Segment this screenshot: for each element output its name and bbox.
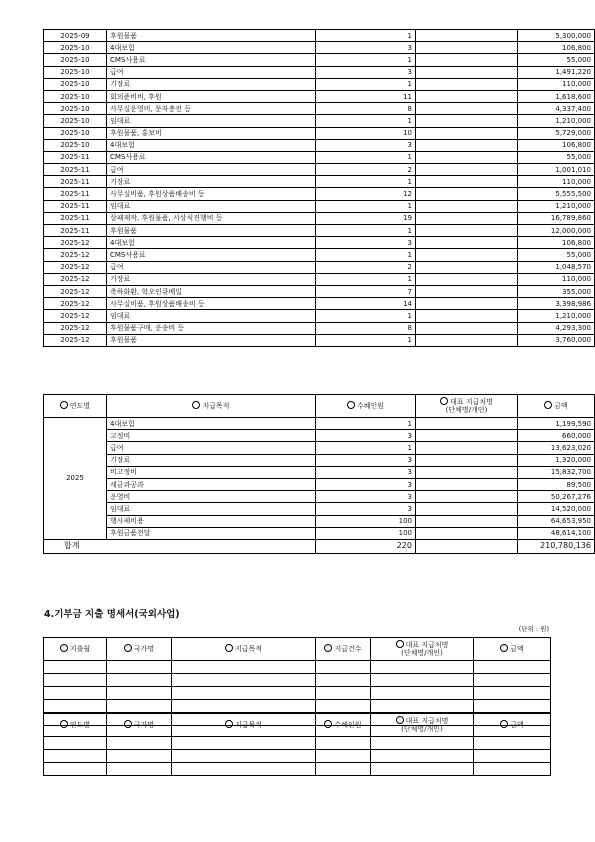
period-cell: 2025-11	[44, 212, 107, 224]
total-row	[44, 539, 595, 553]
amount-cell: 110,000	[518, 273, 595, 285]
count-cell: 2	[316, 164, 416, 176]
amount-cell: 5,555,500	[518, 188, 595, 200]
count-cell: 1	[316, 249, 416, 261]
amount-cell: 13,623,020	[518, 442, 595, 454]
table-row	[44, 54, 595, 66]
purpose-cell: 기장료	[107, 454, 316, 466]
payee-cell	[416, 430, 518, 442]
period-cell: 2025-10	[44, 115, 107, 127]
count-cell: 2	[316, 261, 416, 273]
period-cell: 2025-12	[44, 261, 107, 273]
period-cell: 2025-10	[44, 54, 107, 66]
amount-cell: 110,000	[518, 78, 595, 90]
circle-bullet-icon	[60, 401, 68, 409]
table-row	[44, 322, 595, 334]
header-beneficiaries: 수혜인원	[316, 395, 416, 418]
circle-bullet-icon	[324, 720, 332, 728]
period-cell: 2025-12	[44, 273, 107, 285]
period-cell: 2025-10	[44, 42, 107, 54]
purpose-cell: 상패제작, 후원물품, 시상식진행비 등	[107, 212, 316, 224]
payee-cell	[416, 200, 518, 212]
table-row	[44, 30, 595, 42]
purpose-cell: 고정비	[107, 430, 316, 442]
payee-cell	[416, 78, 518, 90]
count-cell: 1	[316, 442, 416, 454]
purpose-cell: 운영비	[107, 491, 316, 503]
count-cell: 3	[316, 139, 416, 151]
count-cell: 12	[316, 188, 416, 200]
circle-bullet-icon	[500, 720, 508, 728]
header-amount: 금액	[518, 395, 595, 418]
count-cell: 1	[316, 310, 416, 322]
empty-row	[44, 750, 551, 763]
payee-cell	[416, 127, 518, 139]
purpose-cell: 후원물품	[107, 30, 316, 42]
header-payee: 대표 지급처명 (단체명/개인)	[371, 714, 474, 737]
purpose-cell: 세금과공과	[107, 478, 316, 490]
period-cell: 2025-12	[44, 322, 107, 334]
period-cell: 2025-11	[44, 176, 107, 188]
empty-row	[44, 700, 551, 713]
circle-bullet-icon	[225, 720, 233, 728]
table-row	[44, 285, 595, 297]
amount-cell: 355,000	[518, 285, 595, 297]
header-country: 국가명	[107, 714, 172, 737]
count-cell: 3	[316, 42, 416, 54]
purpose-cell: 4대보험	[107, 418, 316, 430]
count-cell: 3	[316, 430, 416, 442]
amount-cell: 1,210,000	[518, 115, 595, 127]
count-cell: 11	[316, 90, 416, 102]
purpose-cell: CMS사용료	[107, 249, 316, 261]
amount-cell: 110,000	[518, 176, 595, 188]
count-cell: 1	[316, 30, 416, 42]
amount-cell: 55,000	[518, 54, 595, 66]
table-row	[44, 503, 595, 515]
purpose-cell: 후원물품	[107, 225, 316, 237]
purpose-cell: 후원물품구매, 운송비 등	[107, 322, 316, 334]
circle-bullet-icon	[500, 644, 508, 652]
amount-cell: 55,000	[518, 151, 595, 163]
table-row	[44, 139, 595, 151]
count-cell: 1	[316, 334, 416, 346]
circle-bullet-icon	[440, 397, 448, 405]
header-amount: 금액	[474, 714, 551, 737]
purpose-cell: 임대료	[107, 115, 316, 127]
period-cell: 2025-12	[44, 249, 107, 261]
circle-bullet-icon	[60, 720, 68, 728]
period-cell: 2025-10	[44, 90, 107, 102]
payee-cell	[416, 503, 518, 515]
period-cell: 2025-10	[44, 127, 107, 139]
period-cell: 2025-10	[44, 103, 107, 115]
table-row	[44, 298, 595, 310]
count-cell: 10	[316, 127, 416, 139]
payee-cell	[416, 66, 518, 78]
count-cell: 14	[316, 298, 416, 310]
table-row	[44, 466, 595, 478]
count-cell: 1	[316, 54, 416, 66]
purpose-cell: 비고정비	[107, 466, 316, 478]
table-row	[44, 527, 595, 539]
purpose-cell: 급여	[107, 164, 316, 176]
header-year: 연도별	[44, 714, 107, 737]
payee-cell	[416, 478, 518, 490]
count-cell: 1	[316, 115, 416, 127]
circle-bullet-icon	[124, 644, 132, 652]
amount-cell: 1,491,220	[518, 66, 595, 78]
count-cell: 3	[316, 491, 416, 503]
purpose-cell: 임대료	[107, 503, 316, 515]
header-payee: 대표 지급처명 (단체명/개인)	[416, 395, 518, 418]
count-cell: 19	[316, 212, 416, 224]
table-row	[44, 103, 595, 115]
amount-cell: 89,500	[518, 478, 595, 490]
table-row	[44, 127, 595, 139]
period-cell: 2025-10	[44, 78, 107, 90]
section-4-title: 4.기부금 지출 명세서(국외사업)	[44, 609, 180, 620]
purpose-cell: 축하화환, 학오인큐베일	[107, 285, 316, 297]
purpose-cell: 4대보험	[107, 139, 316, 151]
payee-cell	[416, 164, 518, 176]
purpose-cell: 기장료	[107, 273, 316, 285]
purpose-cell: 기장료	[107, 176, 316, 188]
amount-cell: 1,210,000	[518, 310, 595, 322]
payee-cell	[416, 90, 518, 102]
purpose-cell: 4대보험	[107, 237, 316, 249]
year-cell: 2025	[44, 418, 107, 540]
empty-row	[44, 674, 551, 687]
empty-row	[44, 737, 551, 750]
count-cell: 3	[316, 454, 416, 466]
purpose-cell: CMS사용료	[107, 54, 316, 66]
amount-cell: 106,800	[518, 139, 595, 151]
period-cell: 2025-11	[44, 188, 107, 200]
payee-cell	[416, 466, 518, 478]
amount-cell: 3,760,000	[518, 334, 595, 346]
table-row	[44, 151, 595, 163]
period-cell: 2025-12	[44, 310, 107, 322]
header-purpose: 지급목적	[107, 395, 316, 418]
table-row	[44, 418, 595, 430]
circle-bullet-icon	[347, 401, 355, 409]
amount-cell: 55,000	[518, 249, 595, 261]
payee-cell	[416, 454, 518, 466]
header-country: 국가명	[107, 638, 172, 661]
purpose-cell: 급여	[107, 66, 316, 78]
table-row	[44, 430, 595, 442]
payee-cell	[416, 54, 518, 66]
count-cell: 3	[316, 466, 416, 478]
payee-cell	[416, 30, 518, 42]
payee-cell	[416, 418, 518, 430]
circle-bullet-icon	[324, 644, 332, 652]
purpose-cell: 후원물품	[107, 334, 316, 346]
header-purpose: 지급목적	[172, 638, 316, 661]
purpose-cell: 급여	[107, 261, 316, 273]
amount-cell: 1,001,010	[518, 164, 595, 176]
table-row	[44, 515, 595, 527]
purpose-cell: 사무실비품, 후원상품배송비 등	[107, 298, 316, 310]
purpose-cell: 사무실비품, 후원상품배송비 등	[107, 188, 316, 200]
period-cell: 2025-12	[44, 298, 107, 310]
count-cell: 1	[316, 200, 416, 212]
count-cell: 1	[316, 418, 416, 430]
table-row	[44, 78, 595, 90]
circle-bullet-icon	[544, 401, 552, 409]
purpose-cell: CMS사용료	[107, 151, 316, 163]
table-row	[44, 42, 595, 54]
amount-cell: 4,337,400	[518, 103, 595, 115]
header-month: 지출월	[44, 638, 107, 661]
amount-cell: 12,000,000	[518, 225, 595, 237]
payee-cell	[416, 273, 518, 285]
table-row	[44, 478, 595, 490]
payee-cell	[416, 322, 518, 334]
count-cell: 8	[316, 322, 416, 334]
table-row	[44, 176, 595, 188]
amount-cell: 1,199,590	[518, 418, 595, 430]
amount-cell: 1,210,000	[518, 200, 595, 212]
header-year: 연도별	[44, 395, 107, 418]
empty-row	[44, 763, 551, 776]
payee-cell	[416, 249, 518, 261]
payee-cell	[416, 42, 518, 54]
payee-cell	[416, 188, 518, 200]
table-row	[44, 442, 595, 454]
payee-cell	[416, 298, 518, 310]
count-cell: 100	[316, 515, 416, 527]
table-row	[44, 310, 595, 322]
count-cell: 1	[316, 78, 416, 90]
payee-cell	[416, 442, 518, 454]
payee-cell	[416, 334, 518, 346]
amount-cell: 50,267,276	[518, 491, 595, 503]
table-row	[44, 249, 595, 261]
circle-bullet-icon	[60, 644, 68, 652]
circle-bullet-icon	[192, 401, 200, 409]
period-cell: 2025-11	[44, 151, 107, 163]
table-row	[44, 212, 595, 224]
empty-row	[44, 687, 551, 700]
count-cell: 7	[316, 285, 416, 297]
purpose-cell: 급여	[107, 442, 316, 454]
count-cell: 3	[316, 503, 416, 515]
amount-cell: 4,293,300	[518, 322, 595, 334]
payee-cell	[416, 515, 518, 527]
purpose-cell: 행사제비용	[107, 515, 316, 527]
period-cell: 2025-10	[44, 139, 107, 151]
summary-header-row	[44, 395, 595, 418]
amount-cell: 106,800	[518, 237, 595, 249]
purpose-cell: 기장료	[107, 78, 316, 90]
empty-row	[44, 661, 551, 674]
payee-cell	[416, 539, 518, 553]
payee-cell	[416, 527, 518, 539]
payee-cell	[416, 261, 518, 273]
header-purpose: 지급목적	[172, 714, 316, 737]
purpose-cell: 임대료	[107, 310, 316, 322]
count-cell: 1	[316, 151, 416, 163]
circle-bullet-icon	[396, 716, 404, 724]
count-cell: 1	[316, 176, 416, 188]
count-cell: 100	[316, 527, 416, 539]
purpose-cell: 임대료	[107, 200, 316, 212]
header-amount: 금액	[474, 638, 551, 661]
amount-cell: 14,520,000	[518, 503, 595, 515]
payee-cell	[416, 310, 518, 322]
count-cell: 1	[316, 225, 416, 237]
table-row	[44, 225, 595, 237]
period-cell: 2025-10	[44, 66, 107, 78]
purpose-cell: 사무실운영비, 문자충전 등	[107, 103, 316, 115]
overseas-header-row	[44, 638, 551, 661]
purpose-cell: 후원금품전달	[107, 527, 316, 539]
payee-cell	[416, 212, 518, 224]
amount-cell: 660,000	[518, 430, 595, 442]
amount-cell: 48,614,100	[518, 527, 595, 539]
table-row	[44, 237, 595, 249]
amount-cell: 3,398,986	[518, 298, 595, 310]
amount-cell: 1,048,570	[518, 261, 595, 273]
amount-cell: 16,789,860	[518, 212, 595, 224]
payee-cell	[416, 115, 518, 127]
payee-cell	[416, 139, 518, 151]
total-count: 220	[316, 539, 416, 553]
period-cell: 2025-11	[44, 200, 107, 212]
amount-cell: 5,300,000	[518, 30, 595, 42]
payee-cell	[416, 285, 518, 297]
purpose-cell: 회의준비비, 후원	[107, 90, 316, 102]
circle-bullet-icon	[225, 644, 233, 652]
yearly-summary-table	[43, 394, 595, 554]
payee-cell	[416, 103, 518, 115]
period-cell: 2025-11	[44, 225, 107, 237]
table-row	[44, 66, 595, 78]
header-count: 지급건수	[316, 638, 371, 661]
payee-cell	[416, 491, 518, 503]
table-row	[44, 200, 595, 212]
payee-cell	[416, 237, 518, 249]
period-cell: 2025-12	[44, 334, 107, 346]
overseas-year-header-row	[44, 714, 551, 737]
amount-cell: 5,729,000	[518, 127, 595, 139]
period-cell: 2025-12	[44, 237, 107, 249]
table-row	[44, 164, 595, 176]
table-row	[44, 454, 595, 466]
table-row	[44, 90, 595, 102]
purpose-cell: 4대보험	[107, 42, 316, 54]
count-cell: 3	[316, 478, 416, 490]
count-cell: 1	[316, 273, 416, 285]
overseas-yearly-table	[43, 713, 551, 776]
circle-bullet-icon	[124, 720, 132, 728]
count-cell: 3	[316, 237, 416, 249]
count-cell: 3	[316, 66, 416, 78]
amount-cell: 64,653,950	[518, 515, 595, 527]
count-cell: 8	[316, 103, 416, 115]
amount-cell: 1,320,000	[518, 454, 595, 466]
table-row	[44, 273, 595, 285]
payee-cell	[416, 176, 518, 188]
period-cell: 2025-11	[44, 164, 107, 176]
table-row	[44, 188, 595, 200]
header-payee: 대표 지급처명 (단체명/개인)	[371, 638, 474, 661]
table-row	[44, 334, 595, 346]
total-label: 합계	[44, 539, 316, 553]
unit-label: (단위 : 원)	[518, 625, 549, 633]
table-row	[44, 491, 595, 503]
period-cell: 2025-09	[44, 30, 107, 42]
amount-cell: 15,832,700	[518, 466, 595, 478]
total-amount: 210,780,136	[518, 539, 595, 553]
purpose-cell: 후원물품, 홍보비	[107, 127, 316, 139]
monthly-expense-table	[43, 29, 595, 347]
table-row	[44, 261, 595, 273]
table-row	[44, 115, 595, 127]
circle-bullet-icon	[396, 640, 404, 648]
amount-cell: 106,800	[518, 42, 595, 54]
header-beneficiaries: 수혜인원	[316, 714, 371, 737]
amount-cell: 1,618,600	[518, 90, 595, 102]
payee-cell	[416, 151, 518, 163]
period-cell: 2025-12	[44, 285, 107, 297]
payee-cell	[416, 225, 518, 237]
